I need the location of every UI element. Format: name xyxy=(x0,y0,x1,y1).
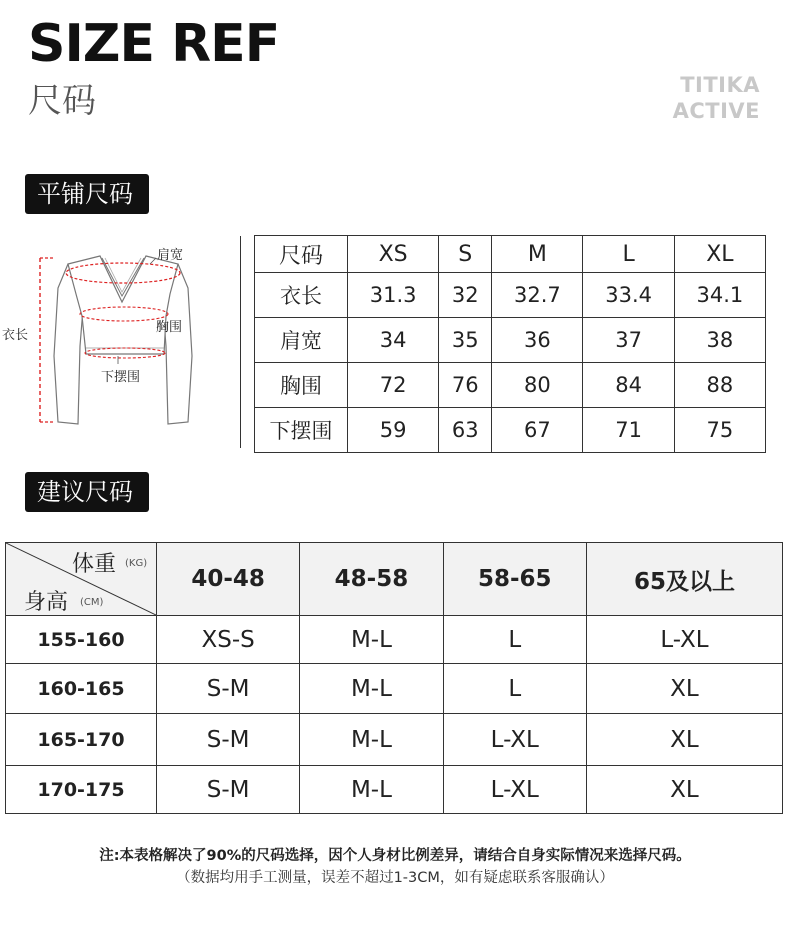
table-cell: 63 xyxy=(439,408,492,453)
table-cell: 59 xyxy=(348,408,439,453)
label-shoulder-width: 肩宽 xyxy=(157,248,184,263)
table-cell: S xyxy=(439,236,492,273)
footnote-main: 注:本表格解决了90%的尺码选择，因个人身材比例差异，请结合自身实际情况来选择尺码。 xyxy=(99,848,691,864)
table-row xyxy=(6,616,783,664)
size-cell: L xyxy=(443,664,586,714)
size-cell: XL xyxy=(586,714,782,766)
table-cell: 37 xyxy=(583,318,674,363)
size-cell: M-L xyxy=(300,714,443,766)
page-subtitle: 尺码 xyxy=(28,81,96,121)
table-cell: 80 xyxy=(492,363,583,408)
height-range: 165-170 xyxy=(6,714,157,766)
table-corner-cell xyxy=(6,543,157,616)
table-row-header xyxy=(6,543,783,616)
size-cell: M-L xyxy=(300,664,443,714)
table-cell: 88 xyxy=(674,363,765,408)
label-length: 衣长 xyxy=(2,328,29,343)
size-cell: XL xyxy=(586,664,782,714)
size-cell: S-M xyxy=(157,664,300,714)
footnote-secondary: （数据均用手工测量，误差不超过1-3CM，如有疑虑联系客服确认） xyxy=(176,870,614,886)
table-cell: 31.3 xyxy=(348,273,439,318)
label-chest: 胸围 xyxy=(156,320,183,335)
size-cell: L-XL xyxy=(586,616,782,664)
table-cell: 71 xyxy=(583,408,674,453)
recommend-size-table xyxy=(5,542,783,814)
table-cell: XS xyxy=(348,236,439,273)
table-cell: 尺码 xyxy=(255,236,348,273)
table-cell: 35 xyxy=(439,318,492,363)
size-cell: S-M xyxy=(157,766,300,814)
table-cell: XL xyxy=(674,236,765,273)
table-cell: 32.7 xyxy=(492,273,583,318)
weight-range: 65及以上 xyxy=(586,543,782,616)
brand-line-1: TITIKA xyxy=(680,73,760,97)
table-cell: L xyxy=(583,236,674,273)
table-cell: 76 xyxy=(439,363,492,408)
table-cell: M xyxy=(492,236,583,273)
weight-label: 体重 xyxy=(72,552,117,577)
size-cell: L-XL xyxy=(443,766,586,814)
table-row xyxy=(6,766,783,814)
table-cell: 84 xyxy=(583,363,674,408)
brand-watermark xyxy=(673,72,760,124)
table-cell: 衣长 xyxy=(255,273,348,318)
table-cell: 胸围 xyxy=(255,363,348,408)
height-unit: (CM) xyxy=(80,597,104,608)
table-row xyxy=(255,408,766,453)
table-cell: 67 xyxy=(492,408,583,453)
height-range: 155-160 xyxy=(6,616,157,664)
table-cell: 75 xyxy=(674,408,765,453)
weight-range: 40-48 xyxy=(157,543,300,616)
table-cell: 36 xyxy=(492,318,583,363)
brand-line-2: ACTIVE xyxy=(672,99,760,123)
label-hem: 下摆围 xyxy=(101,370,141,385)
page-title: SIZE REF xyxy=(28,14,280,74)
height-range: 160-165 xyxy=(6,664,157,714)
table-cell: 34.1 xyxy=(674,273,765,318)
table-cell: 72 xyxy=(348,363,439,408)
weight-unit: (KG) xyxy=(125,558,148,569)
table-row xyxy=(255,363,766,408)
table-cell: 32 xyxy=(439,273,492,318)
size-cell: L-XL xyxy=(443,714,586,766)
table-row xyxy=(255,273,766,318)
size-cell: XS-S xyxy=(157,616,300,664)
size-cell: S-M xyxy=(157,714,300,766)
size-cell: M-L xyxy=(300,766,443,814)
table-row-header xyxy=(255,236,766,273)
weight-range: 48-58 xyxy=(300,543,443,616)
table-row xyxy=(255,318,766,363)
size-cell: M-L xyxy=(300,616,443,664)
weight-range: 58-65 xyxy=(443,543,586,616)
table-row xyxy=(6,714,783,766)
size-cell: L xyxy=(443,616,586,664)
section-label-flat: 平铺尺码 xyxy=(25,174,149,214)
section-label-recommend: 建议尺码 xyxy=(25,472,149,512)
flat-size-table xyxy=(254,235,766,453)
table-cell: 肩宽 xyxy=(255,318,348,363)
height-range: 170-175 xyxy=(6,766,157,814)
vertical-divider xyxy=(240,236,241,448)
height-label: 身高 xyxy=(24,590,69,615)
table-cell: 33.4 xyxy=(583,273,674,318)
table-cell: 38 xyxy=(674,318,765,363)
table-cell: 下摆围 xyxy=(255,408,348,453)
table-row xyxy=(6,664,783,714)
garment-diagram xyxy=(0,236,230,436)
garment-sketch xyxy=(0,236,230,436)
table-cell: 34 xyxy=(348,318,439,363)
size-cell: XL xyxy=(586,766,782,814)
